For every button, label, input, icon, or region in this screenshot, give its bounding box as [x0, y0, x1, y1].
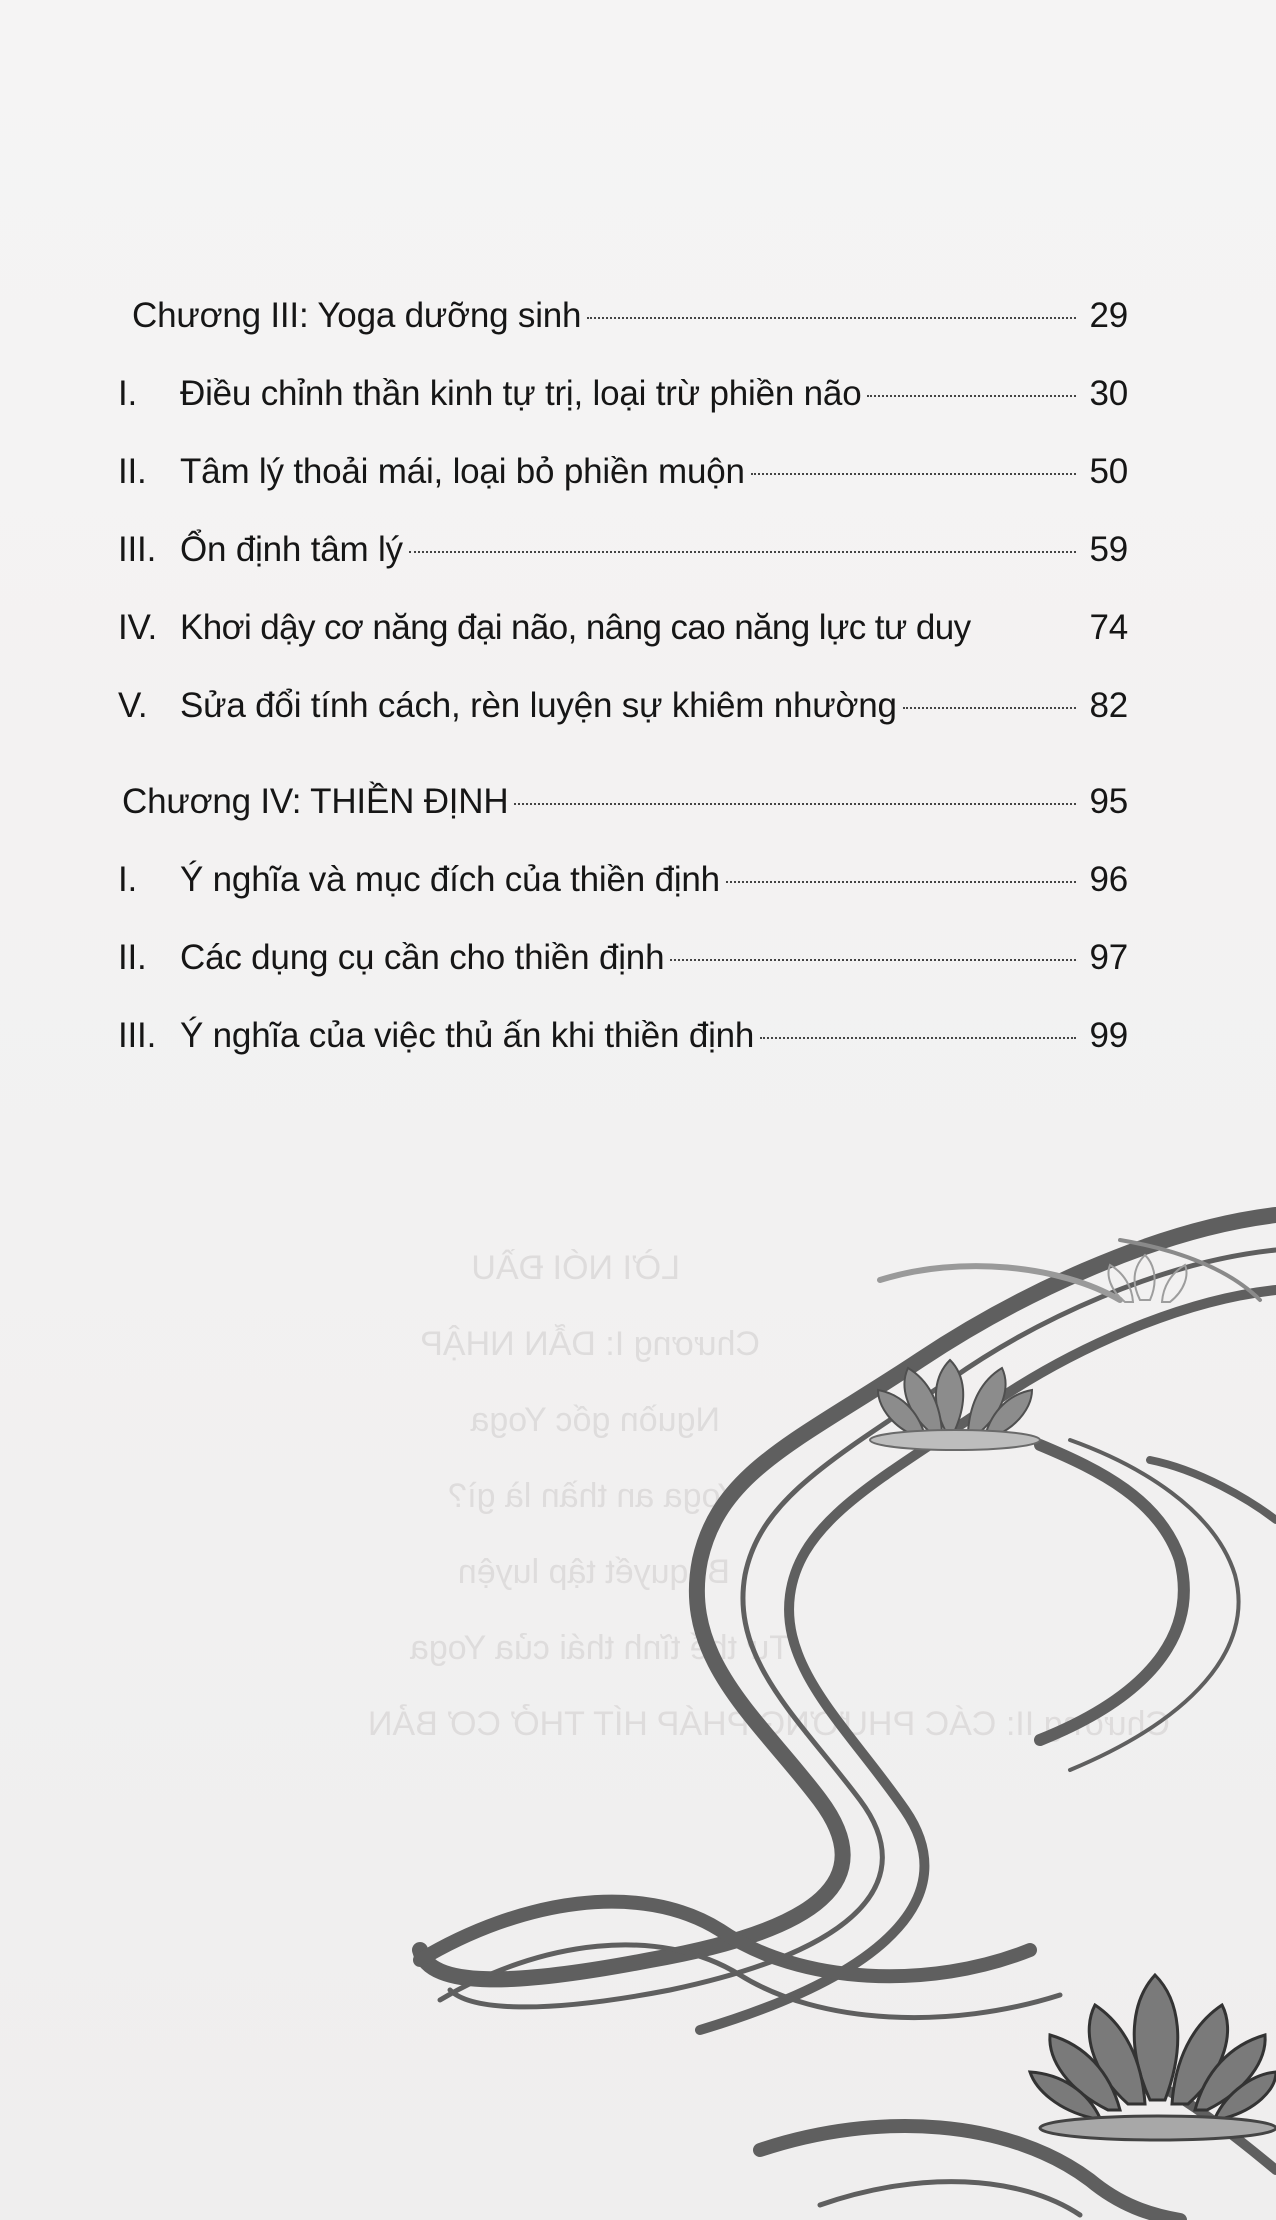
dot-leader — [760, 1037, 1076, 1039]
show-through-line: Tư thế tĩnh thái của Yoga — [409, 1629, 790, 1667]
toc-entry-page: 96 — [1089, 860, 1128, 899]
dot-leader — [751, 473, 1076, 475]
toc-entry-title: Khơi dậy cơ năng đại não, nâng cao năng lực tư duy — [180, 608, 971, 647]
toc-entry-numeral: I. — [118, 374, 138, 413]
toc-entry-title: Điều chỉnh thần kinh tự trị, loại trừ phiền não — [180, 374, 862, 413]
lotus-icon — [1030, 1975, 1276, 2140]
show-through-line: Nguồn gốc Yoga — [470, 1401, 720, 1439]
toc-entry — [118, 524, 1128, 576]
toc-entry-title: Ý nghĩa và mục đích của thiền định — [180, 860, 720, 899]
toc-entry-title: Các dụng cụ cần cho thiền định — [180, 938, 665, 977]
toc-entry-page: 50 — [1089, 452, 1128, 491]
show-through-line: Chương I: DẪN NHẬP — [420, 1325, 760, 1363]
dot-leader — [409, 551, 1076, 553]
toc-entry-page: 30 — [1089, 374, 1128, 413]
toc-entry-numeral: III. — [118, 530, 157, 569]
dot-leader — [867, 395, 1076, 397]
toc-entry-numeral: V. — [118, 686, 148, 725]
show-through-line: LỜI NÓI ĐẦU — [471, 1249, 680, 1287]
toc-entry-title: Ổn định tâm lý — [180, 530, 403, 569]
toc-entry-page: 59 — [1089, 530, 1128, 569]
toc-entry-page: 99 — [1089, 1016, 1128, 1055]
toc-entry-title: Ý nghĩa của việc thủ ấn khi thiền định — [180, 1016, 755, 1055]
toc-entry-numeral: IV. — [118, 608, 157, 647]
show-through-text — [100, 1230, 1200, 1762]
toc-entry-title: Chương III: Yoga dưỡng sinh — [132, 296, 582, 335]
toc-chapter-heading — [132, 290, 1128, 342]
toc-entry-page: 95 — [1089, 782, 1128, 821]
toc-entry — [118, 446, 1128, 498]
toc-entry-numeral: II. — [118, 452, 147, 491]
toc-chapter-heading — [122, 776, 1128, 828]
show-through-line: Bí quyết tập luyện — [457, 1553, 730, 1591]
toc-entry — [118, 932, 1128, 984]
dot-leader — [726, 881, 1076, 883]
toc-entry-numeral: III. — [118, 1016, 157, 1055]
toc-entry-page: 82 — [1089, 686, 1128, 725]
toc-entry-numeral: I. — [118, 860, 138, 899]
toc-entry-title: Tâm lý thoải mái, loại bỏ phiền muộn — [180, 452, 745, 491]
toc-entry — [118, 1010, 1128, 1062]
toc-entry-title: Sửa đổi tính cách, rèn luyện sự khiêm nhường — [180, 686, 897, 725]
toc-entry-page: 97 — [1089, 938, 1128, 977]
toc-entry-title: Chương IV: THIỀN ĐỊNH — [122, 782, 509, 821]
toc-entry — [118, 602, 1128, 654]
dot-leader — [514, 803, 1076, 805]
dot-leader — [587, 317, 1076, 319]
toc-entry — [118, 680, 1128, 732]
dot-leader — [903, 707, 1076, 709]
dot-leader — [670, 959, 1076, 961]
toc-entry-page: 74 — [1089, 608, 1128, 647]
toc-entry-numeral: II. — [118, 938, 147, 977]
toc-entry-page: 29 — [1089, 296, 1128, 335]
toc-entry — [118, 854, 1128, 906]
show-through-line: Chương II: CÁC PHƯƠNG PHÁP HÍT THỞ CƠ BẢN — [367, 1705, 1170, 1743]
show-through-line: Yoga an thần là gì? — [448, 1477, 740, 1515]
toc-entry — [118, 368, 1128, 420]
